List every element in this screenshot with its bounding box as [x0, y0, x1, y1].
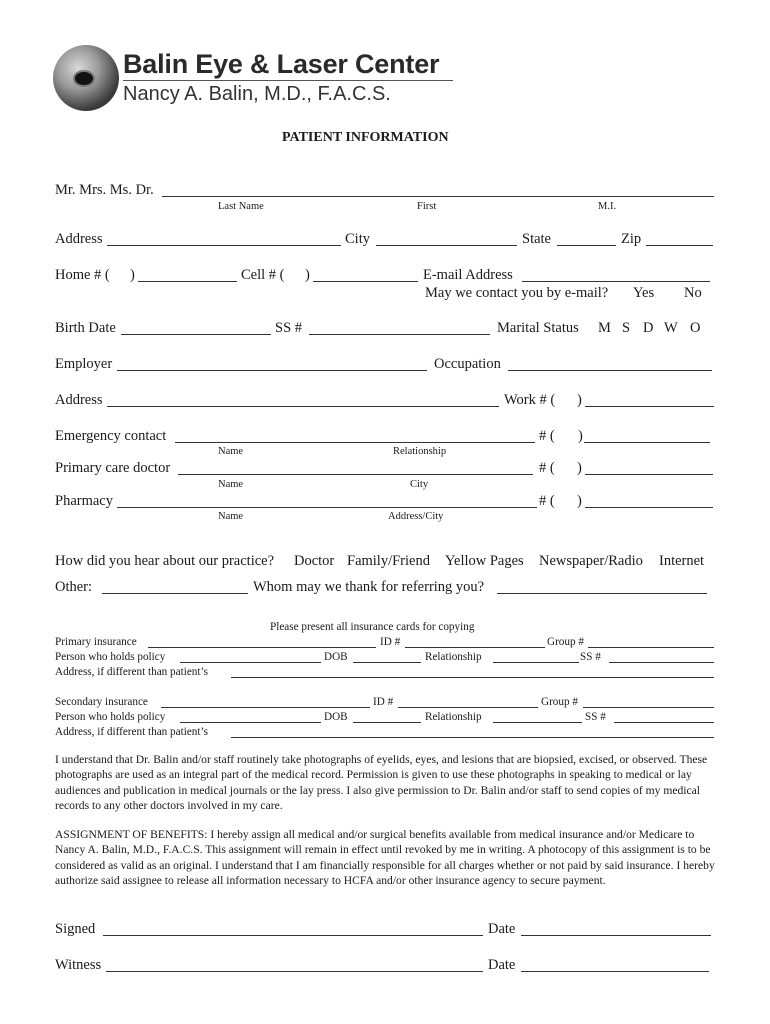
witness-label: Witness	[55, 957, 102, 973]
witness-date-field[interactable]	[521, 971, 709, 972]
primary-insurance-field[interactable]	[148, 647, 376, 648]
secondary-holder-address-label: Address, if different than patient’s	[55, 726, 208, 738]
primary-dob-label: DOB	[324, 651, 348, 663]
primary-group-field[interactable]	[588, 647, 714, 648]
employer-address-label: Address	[55, 392, 103, 408]
pharmacy-phone-field[interactable]	[585, 507, 713, 508]
email-contact-yes[interactable]: Yes	[633, 285, 655, 301]
home-phone-paren: )	[130, 267, 135, 283]
primary-dob-field[interactable]	[353, 662, 421, 663]
primary-holder-label: Person who holds policy	[55, 651, 166, 663]
employer-label: Employer	[55, 356, 113, 372]
practice-name: Balin Eye & Laser Center	[123, 49, 440, 79]
occupation-label: Occupation	[434, 356, 501, 372]
work-phone-field[interactable]	[585, 406, 714, 407]
referral-other-label: Other:	[55, 579, 93, 595]
emergency-phone-paren: )	[578, 428, 583, 444]
secondary-ss-label: SS #	[585, 711, 606, 723]
referral-option-newspaper-radio[interactable]: Newspaper/Radio	[539, 553, 643, 569]
secondary-dob-label: DOB	[324, 711, 348, 723]
state-label: State	[522, 231, 551, 247]
logo-divider	[123, 80, 453, 81]
primary-relationship-field[interactable]	[493, 662, 579, 663]
home-phone-field[interactable]	[138, 281, 237, 282]
secondary-holder-address-field[interactable]	[231, 737, 714, 738]
marital-option-s[interactable]: S	[622, 320, 631, 336]
primary-doctor-name-caption: Name	[218, 479, 244, 490]
middle-initial-caption: M.I.	[598, 201, 617, 212]
primary-doctor-city-caption: City	[410, 479, 429, 490]
secondary-holder-label: Person who holds policy	[55, 711, 166, 723]
pharmacy-address-caption: Address/City	[388, 511, 444, 522]
occupation-field[interactable]	[508, 370, 712, 371]
emergency-name-caption: Name	[218, 446, 244, 457]
email-contact-question: May we contact you by e-mail?	[425, 285, 609, 301]
state-field[interactable]	[557, 245, 616, 246]
birth-date-field[interactable]	[121, 334, 271, 335]
secondary-holder-field[interactable]	[180, 722, 321, 723]
home-phone-label: Home # (	[55, 267, 110, 283]
primary-relationship-label: Relationship	[425, 651, 482, 663]
pharmacy-phone-label: # (	[539, 493, 555, 509]
page-title: PATIENT INFORMATION	[282, 130, 449, 145]
name-prefix-label: Mr. Mrs. Ms. Dr.	[55, 182, 154, 198]
marital-option-d[interactable]: D	[643, 320, 654, 336]
work-phone-label: Work # (	[504, 392, 556, 408]
primary-holder-field[interactable]	[180, 662, 321, 663]
marital-option-m[interactable]: M	[598, 320, 611, 336]
doctor-name: Nancy A. Balin, M.D., F.A.C.S.	[123, 83, 391, 105]
eye-icon	[53, 45, 119, 111]
primary-doctor-field[interactable]	[178, 474, 533, 475]
secondary-group-label: Group #	[541, 696, 578, 708]
primary-holder-address-field[interactable]	[231, 677, 714, 678]
primary-insurance-label: Primary insurance	[55, 636, 137, 648]
marital-status-label: Marital Status	[497, 320, 579, 336]
assignment-of-benefits-paragraph: ASSIGNMENT OF BENEFITS: I hereby assign all medical and/or surgical benefits available from medical insurance and/or Medicare to Nancy A. Balin, M.D., F.A.C.S. This assignment will remain in effect until revoked by me in writing. A photocopy of this assignment is to be considered as valid as an original. I understand that I am financially responsible for all charges whether or not paid by said insurance. I hereby authorize said assignee to release all information necessary to HCFA and/or other insurance agency to secure payment.	[55, 828, 715, 887]
practice-logo	[53, 45, 463, 111]
birth-date-label: Birth Date	[55, 320, 116, 336]
primary-ss-field[interactable]	[609, 662, 714, 663]
secondary-insurance-label: Secondary insurance	[55, 696, 148, 708]
referral-option-internet[interactable]: Internet	[659, 553, 705, 569]
secondary-id-label: ID #	[373, 696, 394, 708]
primary-doctor-phone-field[interactable]	[585, 474, 713, 475]
pharmacy-name-caption: Name	[218, 511, 244, 522]
referral-question: How did you hear about our practice?	[55, 553, 275, 569]
primary-id-field[interactable]	[405, 647, 545, 648]
city-label: City	[345, 231, 370, 247]
emergency-contact-label: Emergency contact	[55, 428, 167, 444]
pharmacy-label: Pharmacy	[55, 493, 113, 509]
secondary-relationship-field[interactable]	[493, 722, 582, 723]
witness-field[interactable]	[106, 971, 483, 972]
insurance-note: Please present all insurance cards for copying	[270, 621, 475, 633]
referral-option-yellow-pages[interactable]: Yellow Pages	[445, 553, 524, 569]
zip-label: Zip	[621, 231, 642, 247]
referral-option-family-friend[interactable]: Family/Friend	[347, 553, 430, 569]
emergency-contact-field[interactable]	[175, 442, 535, 443]
cell-phone-paren: )	[305, 267, 310, 283]
secondary-group-field[interactable]	[583, 707, 714, 708]
ss-label: SS #	[275, 320, 303, 336]
ss-field[interactable]	[309, 334, 490, 335]
secondary-insurance-field[interactable]	[161, 707, 370, 708]
signed-date-field[interactable]	[521, 935, 711, 936]
secondary-relationship-label: Relationship	[425, 711, 482, 723]
pharmacy-phone-paren: )	[577, 493, 582, 509]
email-field[interactable]	[522, 281, 710, 282]
primary-group-label: Group #	[547, 636, 584, 648]
first-name-caption: First	[417, 201, 437, 212]
zip-field[interactable]	[646, 245, 713, 246]
address-label: Address	[55, 231, 103, 247]
secondary-id-field[interactable]	[398, 707, 538, 708]
name-field[interactable]	[162, 196, 714, 197]
email-label: E-mail Address	[423, 267, 513, 283]
referral-other-field[interactable]	[102, 593, 248, 594]
signature-field[interactable]	[103, 935, 483, 936]
city-field[interactable]	[376, 245, 517, 246]
emergency-relationship-caption: Relationship	[393, 446, 447, 457]
primary-doctor-phone-paren: )	[577, 460, 582, 476]
primary-ss-label: SS #	[580, 651, 601, 663]
referral-thank-label: Whom may we thank for referring you?	[253, 579, 485, 595]
marital-option-w[interactable]: W	[664, 320, 678, 336]
primary-doctor-label: Primary care doctor	[55, 460, 171, 476]
employer-field[interactable]	[117, 370, 427, 371]
email-contact-no[interactable]: No	[684, 285, 702, 301]
pharmacy-field[interactable]	[117, 507, 537, 508]
cell-phone-field[interactable]	[313, 281, 418, 282]
witness-date-label: Date	[488, 957, 516, 973]
primary-id-label: ID #	[380, 636, 401, 648]
work-phone-paren: )	[577, 392, 582, 408]
secondary-ss-field[interactable]	[614, 722, 714, 723]
emergency-phone-field[interactable]	[584, 442, 710, 443]
employer-address-field[interactable]	[107, 406, 499, 407]
cell-phone-label: Cell # (	[241, 267, 285, 283]
referral-thank-field[interactable]	[497, 593, 707, 594]
signed-date-label: Date	[488, 921, 516, 937]
last-name-caption: Last Name	[218, 201, 264, 212]
marital-option-o[interactable]: O	[690, 320, 701, 336]
emergency-phone-label: # (	[539, 428, 555, 444]
primary-doctor-phone-label: # (	[539, 460, 555, 476]
signed-label: Signed	[55, 921, 96, 937]
primary-holder-address-label: Address, if different than patient’s	[55, 666, 208, 678]
secondary-dob-field[interactable]	[353, 722, 421, 723]
photo-consent-paragraph: I understand that Dr. Balin and/or staff routinely take photographs of eyelids, eyes, and lesions that are biopsied, excised, or observed. These photographs are used as an integral part of the medical record. Permission is given to use these photographs in speaking to medical or lay audiences and publication in medical journals or the lay press. I also give permission to Dr. Balin and/or staff to send copies of my medical records to any other doctors involved in my care.	[55, 753, 708, 812]
referral-option-doctor[interactable]: Doctor	[294, 553, 335, 569]
address-field[interactable]	[107, 245, 341, 246]
